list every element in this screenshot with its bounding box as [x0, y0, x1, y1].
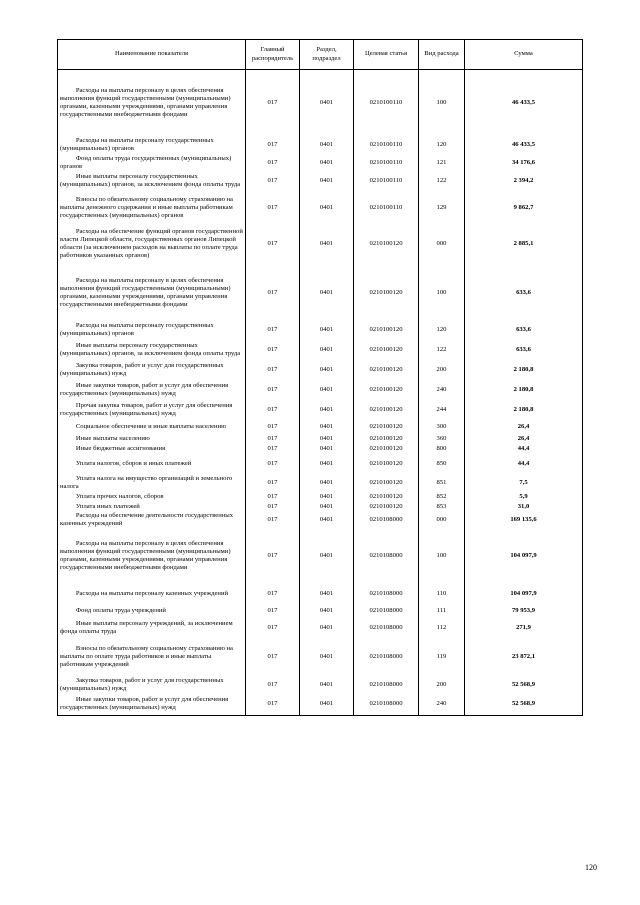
row-name-text: Расходы на выплаты персоналу государственных (муниципальных) органов — [60, 136, 214, 152]
header-target: Целевая статья — [354, 40, 419, 70]
row-name — [58, 604, 246, 618]
table-row — [58, 454, 583, 475]
row-name-text: Уплата налогов, сборов и иных платежей — [75, 460, 192, 468]
budget-sheet — [57, 39, 582, 716]
row-exp-type: 853 — [419, 502, 465, 512]
row-target: 0210100120 — [354, 265, 419, 321]
row-target: 0210100120 — [354, 380, 419, 400]
row-name — [58, 192, 246, 224]
row-admin: 017 — [246, 321, 300, 340]
row-admin: 017 — [246, 421, 300, 434]
row-name — [58, 340, 246, 360]
table-row — [58, 638, 583, 677]
row-admin: 017 — [246, 340, 300, 360]
row-exp-type: 120 — [419, 136, 465, 155]
row-section: 0401 — [300, 693, 354, 715]
row-sum: 633,6 — [465, 321, 583, 340]
row-exp-type: 000 — [419, 512, 465, 528]
row-name — [58, 638, 246, 677]
row-sum: 169 135,6 — [465, 512, 583, 528]
row-sum: 46 433,5 — [465, 70, 583, 136]
row-sum: 104 097,9 — [465, 528, 583, 584]
row-exp-type: 110 — [419, 584, 465, 604]
row-name-text: Социальное обеспечение и иные выплаты населению — [75, 423, 227, 431]
row-name — [58, 155, 246, 171]
row-section: 0401 — [300, 421, 354, 434]
row-admin: 017 — [246, 512, 300, 528]
row-admin: 017 — [246, 360, 300, 380]
table-row — [58, 340, 583, 360]
row-admin: 017 — [246, 224, 300, 265]
table-body — [58, 70, 583, 716]
row-admin: 017 — [246, 492, 300, 502]
table-row — [58, 360, 583, 380]
row-target: 0210100120 — [354, 454, 419, 475]
table-row — [58, 528, 583, 584]
row-sum: 23 872,1 — [465, 638, 583, 677]
budget-table — [57, 39, 583, 716]
page-number: 120 — [585, 863, 597, 872]
table-row — [58, 677, 583, 693]
row-sum: 2 180,8 — [465, 400, 583, 421]
row-section: 0401 — [300, 528, 354, 584]
row-name-text: Расходы на обеспечение функций органов государственной власти Липецкой области, государственных органов Липецкой области (за исключением расходов на выплаты по оплате труда работников указанных органов) — [60, 228, 243, 260]
row-section: 0401 — [300, 677, 354, 693]
row-sum: 34 176,6 — [465, 155, 583, 171]
row-name-text: Уплата иных платежей — [75, 502, 140, 510]
row-name-text: Расходы на выплаты персоналу в целях обеспечения выполнения функций государственными (муниципальными) органами, казенными учреждениями, органами управления государственными внебюджетными фондами — [60, 86, 231, 118]
row-admin: 017 — [246, 475, 300, 492]
row-admin: 017 — [246, 400, 300, 421]
row-name-text: Иные выплаты персоналу государственных (муниципальных) органов, за исключением фонда оплаты труда — [60, 341, 241, 357]
row-target: 0210108000 — [354, 693, 419, 715]
table-row — [58, 421, 583, 434]
row-admin: 017 — [246, 171, 300, 192]
table-row — [58, 171, 583, 192]
row-target: 0210100120 — [354, 340, 419, 360]
row-target: 0210100110 — [354, 192, 419, 224]
row-name — [58, 444, 246, 454]
row-name-text: Взносы по обязательному социальному страхованию на выплаты денежного содержания и иные выплаты работникам государственных (муниципальных) органов — [60, 195, 233, 219]
row-name — [58, 528, 246, 584]
row-sum: 26,4 — [465, 421, 583, 434]
row-target: 0210100120 — [354, 421, 419, 434]
row-target: 0210100120 — [354, 224, 419, 265]
row-admin: 017 — [246, 265, 300, 321]
row-sum: 9 862,7 — [465, 192, 583, 224]
row-name-text: Иные закупки товаров, работ и услуг для обеспечения государственных (муниципальных) нужд — [60, 381, 229, 397]
header-row — [58, 40, 583, 70]
row-name — [58, 421, 246, 434]
table-row — [58, 693, 583, 715]
row-exp-type: 851 — [419, 475, 465, 492]
row-exp-type: 852 — [419, 492, 465, 502]
row-section: 0401 — [300, 618, 354, 638]
row-exp-type: 200 — [419, 360, 465, 380]
row-section: 0401 — [300, 638, 354, 677]
row-exp-type: 119 — [419, 638, 465, 677]
row-exp-type: 120 — [419, 321, 465, 340]
row-target: 0210108000 — [354, 528, 419, 584]
row-name — [58, 265, 246, 321]
row-name — [58, 360, 246, 380]
row-exp-type: 112 — [419, 618, 465, 638]
row-name — [58, 618, 246, 638]
row-name-text: Иные выплаты персоналу учреждений, за исключением фонда оплаты труда — [60, 619, 233, 635]
row-name-text: Расходы на выплаты персоналу в целях обеспечения выполнения функций государственными (муниципальными) органами, казенными учреждениями, органами управления государственными внебюджетными фондами — [60, 539, 231, 571]
row-target: 0210100110 — [354, 136, 419, 155]
row-section: 0401 — [300, 584, 354, 604]
row-section: 0401 — [300, 475, 354, 492]
table-row — [58, 70, 583, 136]
row-exp-type: 240 — [419, 693, 465, 715]
row-admin: 017 — [246, 444, 300, 454]
row-admin: 017 — [246, 677, 300, 693]
row-name — [58, 492, 246, 502]
header-section: Раздел, подраздел — [300, 40, 354, 70]
row-name-text: Иные выплаты персоналу государственных (муниципальных) органов, за исключением фонда оплаты труда — [60, 173, 241, 189]
row-name-text: Расходы на выплаты персоналу государственных (муниципальных) органов — [60, 322, 214, 338]
row-section: 0401 — [300, 380, 354, 400]
row-target: 0210100120 — [354, 492, 419, 502]
row-admin: 017 — [246, 584, 300, 604]
row-exp-type: 121 — [419, 155, 465, 171]
row-section: 0401 — [300, 224, 354, 265]
table-row — [58, 224, 583, 265]
row-sum: 46 433,5 — [465, 136, 583, 155]
row-section: 0401 — [300, 400, 354, 421]
row-section: 0401 — [300, 604, 354, 618]
row-exp-type: 800 — [419, 444, 465, 454]
row-name-text: Фонд оплаты труда государственных (муниципальных) органов — [60, 154, 232, 170]
row-target: 0210100110 — [354, 171, 419, 192]
row-sum: 271,9 — [465, 618, 583, 638]
row-target: 0210100120 — [354, 444, 419, 454]
row-name-text: Расходы на выплаты персоналу казенных учреждений — [75, 589, 229, 597]
table-row — [58, 584, 583, 604]
row-exp-type: 000 — [419, 224, 465, 265]
row-section: 0401 — [300, 360, 354, 380]
row-target: 0210108000 — [354, 618, 419, 638]
row-section: 0401 — [300, 171, 354, 192]
row-name — [58, 70, 246, 136]
row-name-text: Иные закупки товаров, работ и услуг для обеспечения государственных (муниципальных) нужд — [60, 695, 229, 711]
row-section: 0401 — [300, 492, 354, 502]
row-sum: 633,6 — [465, 265, 583, 321]
row-sum: 44,4 — [465, 454, 583, 475]
row-section: 0401 — [300, 340, 354, 360]
row-target: 0210100120 — [354, 400, 419, 421]
row-name — [58, 434, 246, 444]
table-row — [58, 444, 583, 454]
table-row — [58, 192, 583, 224]
row-target: 0210108000 — [354, 638, 419, 677]
row-name-text: Прочая закупка товаров, работ и услуг для обеспечения государственных (муниципальных) нужд — [60, 402, 233, 418]
row-exp-type: 111 — [419, 604, 465, 618]
row-admin: 017 — [246, 604, 300, 618]
header-sum: Сумма — [465, 40, 583, 70]
row-section: 0401 — [300, 70, 354, 136]
row-target: 0210108000 — [354, 584, 419, 604]
row-name-text: Расходы на обеспечение деятельности государственных казенных учреждений — [60, 511, 233, 527]
table-row — [58, 400, 583, 421]
row-admin: 017 — [246, 434, 300, 444]
row-exp-type: 100 — [419, 528, 465, 584]
row-target: 0210100120 — [354, 475, 419, 492]
row-name — [58, 400, 246, 421]
row-admin: 017 — [246, 528, 300, 584]
header-admin: Главный распорядитель — [246, 40, 300, 70]
table-row — [58, 434, 583, 444]
row-sum: 633,6 — [465, 340, 583, 360]
row-target: 0210100120 — [354, 434, 419, 444]
row-target: 0210108000 — [354, 677, 419, 693]
row-name — [58, 512, 246, 528]
row-exp-type: 200 — [419, 677, 465, 693]
row-admin: 017 — [246, 454, 300, 475]
row-name — [58, 584, 246, 604]
row-section: 0401 — [300, 454, 354, 475]
row-sum: 5,9 — [465, 492, 583, 502]
row-name-text: Закупка товаров, работ и услуг для государственных (муниципальных) нужд — [60, 676, 224, 692]
row-admin: 017 — [246, 136, 300, 155]
row-section: 0401 — [300, 502, 354, 512]
table-row — [58, 604, 583, 618]
table-row — [58, 618, 583, 638]
row-exp-type: 100 — [419, 70, 465, 136]
table-row — [58, 512, 583, 528]
row-target: 0210100120 — [354, 502, 419, 512]
row-sum: 31,0 — [465, 502, 583, 512]
row-name-text: Расходы на выплаты персоналу в целях обеспечения выполнения функций государственными (муниципальными) органами, казенными учреждениями, органами управления государственными внебюджетными фондами — [60, 276, 231, 308]
table-row — [58, 492, 583, 502]
row-section: 0401 — [300, 155, 354, 171]
row-sum: 2 180,8 — [465, 360, 583, 380]
row-name — [58, 677, 246, 693]
row-target: 0210108000 — [354, 604, 419, 618]
row-exp-type: 360 — [419, 434, 465, 444]
row-sum: 104 097,9 — [465, 584, 583, 604]
row-exp-type: 300 — [419, 421, 465, 434]
row-sum: 2 885,1 — [465, 224, 583, 265]
row-name-text: Иные выплаты населению — [75, 434, 150, 442]
row-sum: 52 568,9 — [465, 677, 583, 693]
row-admin: 017 — [246, 638, 300, 677]
row-exp-type: 850 — [419, 454, 465, 475]
row-target: 0210100120 — [354, 321, 419, 340]
table-row — [58, 321, 583, 340]
row-exp-type: 100 — [419, 265, 465, 321]
row-section: 0401 — [300, 136, 354, 155]
row-target: 0210100120 — [354, 360, 419, 380]
row-target: 0210108000 — [354, 512, 419, 528]
table-row — [58, 136, 583, 155]
row-name-text: Иные бюджетные ассигнования — [75, 444, 166, 452]
row-name-text: Уплата налога на имущество организаций и земельного налога — [60, 475, 233, 491]
row-name — [58, 693, 246, 715]
row-name-text: Уплата прочих налогов, сборов — [75, 492, 164, 500]
row-section: 0401 — [300, 434, 354, 444]
row-sum: 2 180,8 — [465, 380, 583, 400]
row-exp-type: 129 — [419, 192, 465, 224]
row-sum: 52 568,9 — [465, 693, 583, 715]
row-exp-type: 244 — [419, 400, 465, 421]
row-sum: 2 394,2 — [465, 171, 583, 192]
row-admin: 017 — [246, 192, 300, 224]
row-name-text: Взносы по обязательному социальному страхованию на выплаты по оплате труда работников и иные выплаты работникам учреждений — [60, 645, 233, 669]
row-admin: 017 — [246, 618, 300, 638]
row-section: 0401 — [300, 265, 354, 321]
row-target: 0210100110 — [354, 70, 419, 136]
row-name — [58, 321, 246, 340]
row-admin: 017 — [246, 380, 300, 400]
row-sum: 44,4 — [465, 444, 583, 454]
row-admin: 017 — [246, 693, 300, 715]
row-exp-type: 122 — [419, 340, 465, 360]
row-name — [58, 171, 246, 192]
header-name: Наименование показателя — [58, 40, 246, 70]
row-exp-type: 240 — [419, 380, 465, 400]
row-section: 0401 — [300, 444, 354, 454]
row-name-text: Фонд оплаты труда учреждений — [75, 606, 166, 614]
table-row — [58, 380, 583, 400]
table-row — [58, 475, 583, 492]
row-exp-type: 122 — [419, 171, 465, 192]
row-name — [58, 454, 246, 475]
row-sum: 26,4 — [465, 434, 583, 444]
table-row — [58, 265, 583, 321]
row-sum: 7,5 — [465, 475, 583, 492]
table-row — [58, 502, 583, 512]
row-admin: 017 — [246, 155, 300, 171]
row-admin: 017 — [246, 70, 300, 136]
row-target: 0210100110 — [354, 155, 419, 171]
row-name — [58, 502, 246, 512]
row-name — [58, 475, 246, 492]
row-admin: 017 — [246, 502, 300, 512]
row-section: 0401 — [300, 192, 354, 224]
table-row — [58, 155, 583, 171]
row-section: 0401 — [300, 512, 354, 528]
row-name — [58, 380, 246, 400]
header-exp-type: Вид расхода — [419, 40, 465, 70]
row-name — [58, 224, 246, 265]
row-name-text: Закупка товаров, работ и услуг для государственных (муниципальных) нужд — [60, 361, 224, 377]
row-section: 0401 — [300, 321, 354, 340]
row-sum: 79 953,9 — [465, 604, 583, 618]
row-name — [58, 136, 246, 155]
